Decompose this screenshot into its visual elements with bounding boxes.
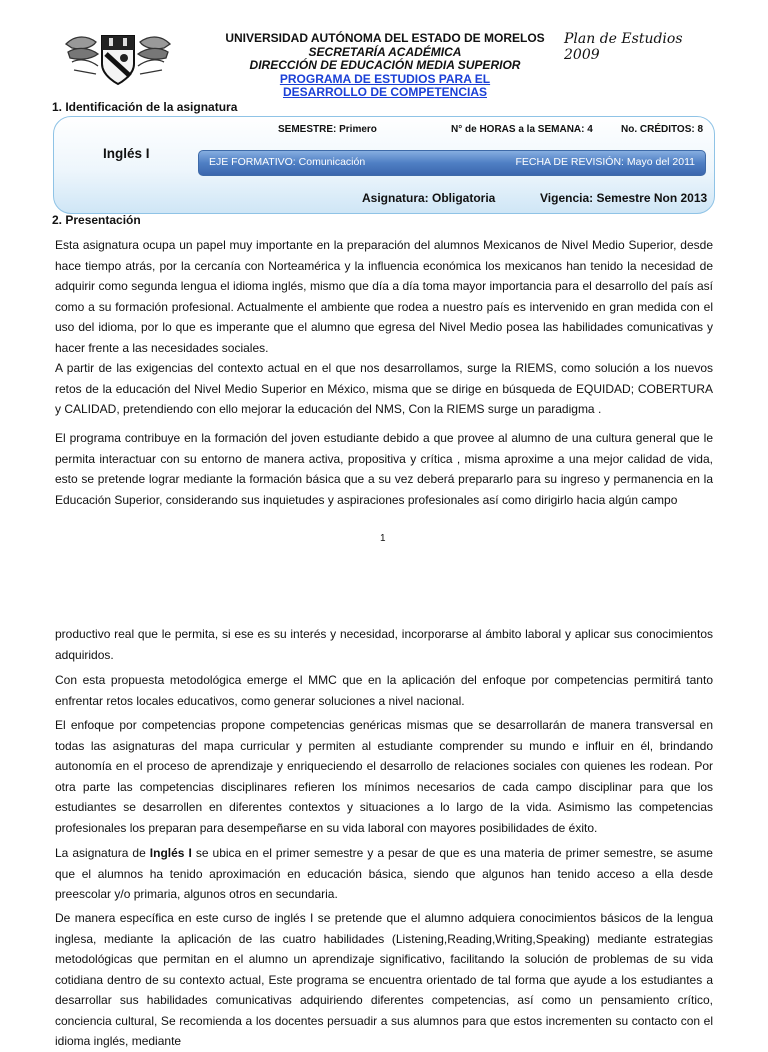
paragraph-1: Esta asignatura ocupa un papel muy importante en la preparación del alumnos Mexicanos de Nivel Medio Superior, desde hace tiempo atrás, por la cercanía con Norteamérica y la influencia económica los mexicanos han tenido la necesidad de adquirir como segunda lengua el idioma inglés, mismo que día a día toma mayor importancia para el desarrollo del país así como a su formación profesional. Actualmente el ambiente que rodea a nuestro país es intervenido en gran medida con el uso del idioma, por lo que es imperante que el alumno que egresa del Nivel Medio posea las habilidades comunicativas y hacer frente a las necesidades sociales. bbox=[55, 238, 713, 355]
university-name: UNIVERSIDAD AUTÓNOMA DEL ESTADO DE MORELOS bbox=[225, 31, 545, 45]
program-title-line2: DESARROLLO DE COMPETENCIAS bbox=[282, 85, 487, 99]
asignatura-type-label: Asignatura: Obligatoria bbox=[362, 191, 496, 205]
paragraph-2: A partir de las exigencias del contexto actual en el que nos desarrollamos, surge la RIEMS, como solución a los nuevos retos de la educación del Nivel Medio Superior en México, misma que se dirige en búsqueda de EQUIDAD; COBERTURA y CALIDAD, pretendiendo con ello mejorar la educación del NMS, Con la RIEMS surge un paradigma . bbox=[55, 361, 713, 416]
page-number: 1 bbox=[380, 533, 386, 544]
paragraph-3: El programa contribuye en la formación del joven estudiante debido a que provee al alumno de una cultura general que le permita interactuar con su entorno de manera activa, propositiva y crítica , misma aproxime a una mejor calidad de vida, esto se pretende lograr mediante la formación básica que a su vez deberá prepararlo para su ingreso y permanencia en la Educación Superior, considerando sus inquietudes y aspiraciones profesionales así como dirigirlo hacia algún campo bbox=[55, 431, 713, 507]
paragraph-7-rest: se ubica en el primer semestre y a pesar de que es una materia de primer semestre, se asume que el alumnos ha tenido aproximación en educación básica, siendo que algunos han tenido acceso a ella desde preescolar y/o primaria, algunos otros en secundaria. bbox=[55, 846, 713, 901]
eje-formativo-label: EJE FORMATIVO: Comunicación bbox=[209, 156, 366, 168]
direccion-name: DIRECCIÓN DE EDUCACIÓN MEDIA SUPERIOR bbox=[249, 58, 521, 72]
horas-label: N° de HORAS a la SEMANA: 4 bbox=[451, 124, 593, 135]
fecha-revision-label: FECHA DE REVISIÓN: Mayo del 2011 bbox=[515, 156, 695, 168]
plan-label: Plan de Estudios 2009 bbox=[564, 31, 683, 63]
section-2-title: 2. Presentación bbox=[52, 213, 141, 227]
university-crest-logo bbox=[62, 30, 174, 86]
subject-emphasis: Inglés I bbox=[149, 846, 192, 860]
creditos-label: No. CRÉDITOS: 8 bbox=[621, 124, 704, 135]
subject-name: Inglés I bbox=[103, 146, 150, 161]
paragraph-6: El enfoque por competencias propone competencias genéricas mismas que se desarrollarán de manera transversal en todas las asignaturas del mapa curricular y permiten al estudiante comprender su mundo e influir en él, brindando autonomía en el proceso de aprendizaje y enriqueciendo el desarrollo de relaciones sociales con quienes les rodean. Por otra parte las competencias disciplinares refieren los mínimos necesarios de cada campo disciplinar para que los estudiantes se desarrollen en diferentes contextos y situaciones a lo largo de la vida. Asimismo las competencias profesionales los preparan para desempeñarse en su vida laboral con mayores posibilidades de éxito. bbox=[55, 718, 713, 835]
paragraph-4: productivo real que le permita, si ese es su interés y necesidad, incorporarse al ámbito laboral y aplicar sus conocimientos adquiridos. bbox=[55, 627, 713, 662]
section-1-title: 1. Identificación de la asignatura bbox=[52, 100, 238, 114]
program-title-line1: PROGRAMA DE ESTUDIOS PARA EL bbox=[279, 71, 491, 86]
vigencia-label: Vigencia: Semestre Non 2013 bbox=[540, 191, 708, 205]
secretaria-name: SECRETARÍA ACADÉMICA bbox=[308, 44, 462, 59]
paragraph-7 bbox=[55, 843, 713, 905]
paragraph-8: De manera específica en este curso de inglés I se pretende que el alumno adquiera conocimientos básicos de la lengua inglesa, mediante la aplicación de las cuatro habilidades (Listening,Reading,Writing,Speaking) mediante estrategias metodológicas que permitan en el alumno un aprendizaje significativo, facilitando la solución de problemas de su vida cotidiana dentro de su contexto actual, Este programa se encuentra orientado de tal forma que ayude a los estudiantes a desarrollar sus habilidades comunicativas adquiriendo diferentes competencias, así como un pensamiento crítico, conciencia cultural, Se recomienda a los docentes persuadir a sus alumnos para que estos incrementen su contacto con el idioma inglés, mediante bbox=[55, 911, 713, 1048]
paragraph-5: Con esta propuesta metodológica emerge el MMC que en la aplicación del enfoque por competencias permitirá tanto enfrentar retos locales educativos, como generar soluciones a nivel nacional. bbox=[55, 673, 713, 708]
institution-header bbox=[220, 32, 550, 100]
semestre-label: SEMESTRE: Primero bbox=[278, 124, 377, 135]
paragraph-7-start: La asignatura de bbox=[55, 846, 150, 860]
eje-formativo-bar bbox=[198, 150, 706, 176]
